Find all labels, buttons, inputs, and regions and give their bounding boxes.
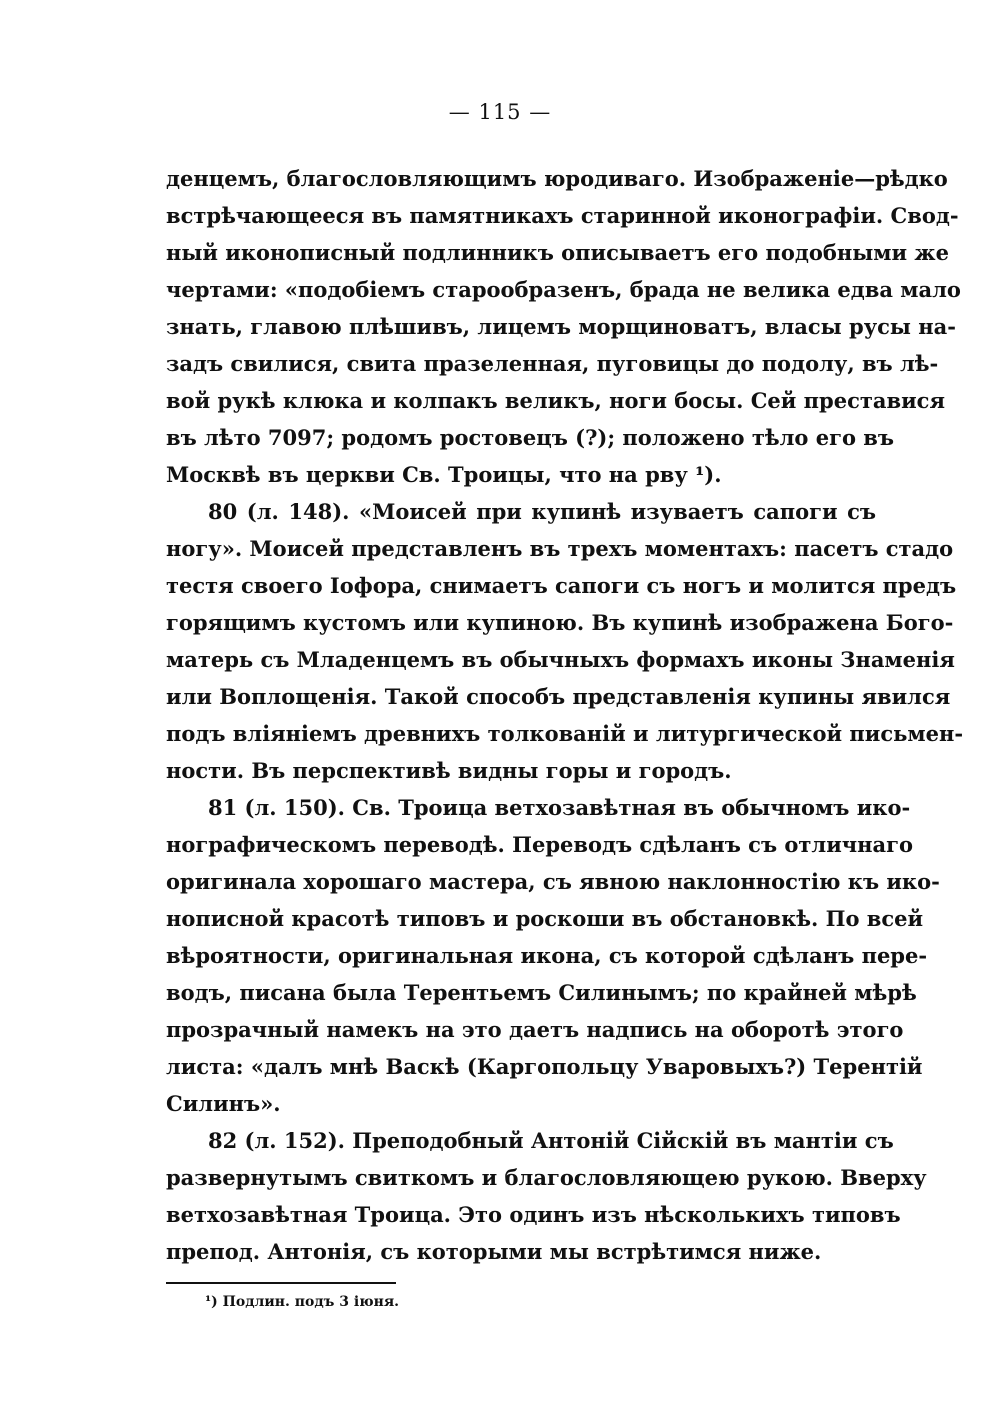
- text-line: Силинъ».: [166, 1091, 281, 1116]
- text-line: водъ, писана была Терентьемъ Силинымъ; по крайней мѣрѣ: [166, 980, 917, 1005]
- paragraph-82-start: 82 (л. 152). Преподобный Антоній Сійскій въ мантіи съ: [208, 1128, 894, 1153]
- text-line: листа: «далъ мнѣ Васкѣ (Каргопольцу Уваровыхъ?) Терентій: [166, 1054, 923, 1079]
- text-line: оригинала хорошаго мастера, съ явною наклонностію къ ико-: [166, 869, 940, 894]
- text-line: или Воплощенія. Такой способъ представленія купины явился: [166, 684, 951, 709]
- text-line: денцемъ, благословляющимъ юродиваго. Изображеніе—рѣдко: [166, 166, 948, 191]
- text-line: ный иконописный подлинникъ описываетъ его подобными же: [166, 240, 949, 265]
- text-line: матерь съ Младенцемъ въ обычныхъ формахъ иконы Знаменія: [166, 647, 955, 672]
- text-line: встрѣчающееся въ памятникахъ старинной иконографіи. Свод-: [166, 203, 959, 228]
- text-line: горящимъ кустомъ или купиною. Въ купинѣ изображена Бого-: [166, 610, 954, 635]
- text-line: ногу». Моисей представленъ въ трехъ моментахъ: пасетъ стадо: [166, 536, 954, 561]
- paragraph-80-start: 80 (л. 148). «Моисей при купинѣ изуваетъ сапоги съ: [208, 499, 876, 524]
- text-line: вой рукѣ клюка и колпакъ великъ, ноги босы. Сей преставися: [166, 388, 945, 413]
- text-line: ности. Въ перспективѣ видны горы и городъ.: [166, 758, 732, 783]
- text-line: знать, главою плѣшивъ, лицемъ морщиноватъ, власы русы на-: [166, 314, 956, 339]
- page-number: — 115 —: [448, 100, 552, 124]
- paragraph-81-start: 81 (л. 150). Св. Троица ветхозавѣтная въ обычномъ ико-: [208, 795, 911, 820]
- text-line: чертами: «подобіемъ старообразенъ, брада не велика едва мало: [166, 277, 961, 302]
- text-line: вѣроятности, оригинальная икона, съ которой сдѣланъ пере-: [166, 943, 928, 968]
- text-line: въ лѣто 7097; родомъ ростовецъ (?); положено тѣло его въ: [166, 425, 894, 450]
- text-line: подъ вліяніемъ древнихъ толкованій и литургической письмен-: [166, 721, 964, 746]
- text-line: задъ свилися, свита празеленная, пуговицы до подолу, въ лѣ-: [166, 351, 939, 376]
- main-text: [166, 160, 964, 1270]
- text-line: развернутымъ свиткомъ и благословляющею рукою. Вверху: [166, 1165, 927, 1190]
- text-line: нописной красотѣ типовъ и роскоши въ обстановкѣ. По всей: [166, 906, 924, 931]
- footnote-divider: [166, 1282, 396, 1284]
- footnote: ¹) Подлин. подъ 3 іюня.: [205, 1294, 400, 1310]
- text-line: нографическомъ переводѣ. Переводъ сдѣланъ съ отличнаго: [166, 832, 913, 857]
- text-line: ветхозавѣтная Троица. Это одинъ изъ нѣсколькихъ типовъ: [166, 1202, 901, 1227]
- text-line: тестя своего Іофора, снимаетъ сапоги съ ногъ и молится предъ: [166, 573, 957, 598]
- text-line: прозрачный намекъ на это даетъ надпись на оборотѣ этого: [166, 1017, 904, 1042]
- text-line: препод. Антонія, съ которыми мы встрѣтимся ниже.: [166, 1239, 822, 1264]
- text-line: Москвѣ въ церкви Св. Троицы, что на рву ¹).: [166, 462, 722, 487]
